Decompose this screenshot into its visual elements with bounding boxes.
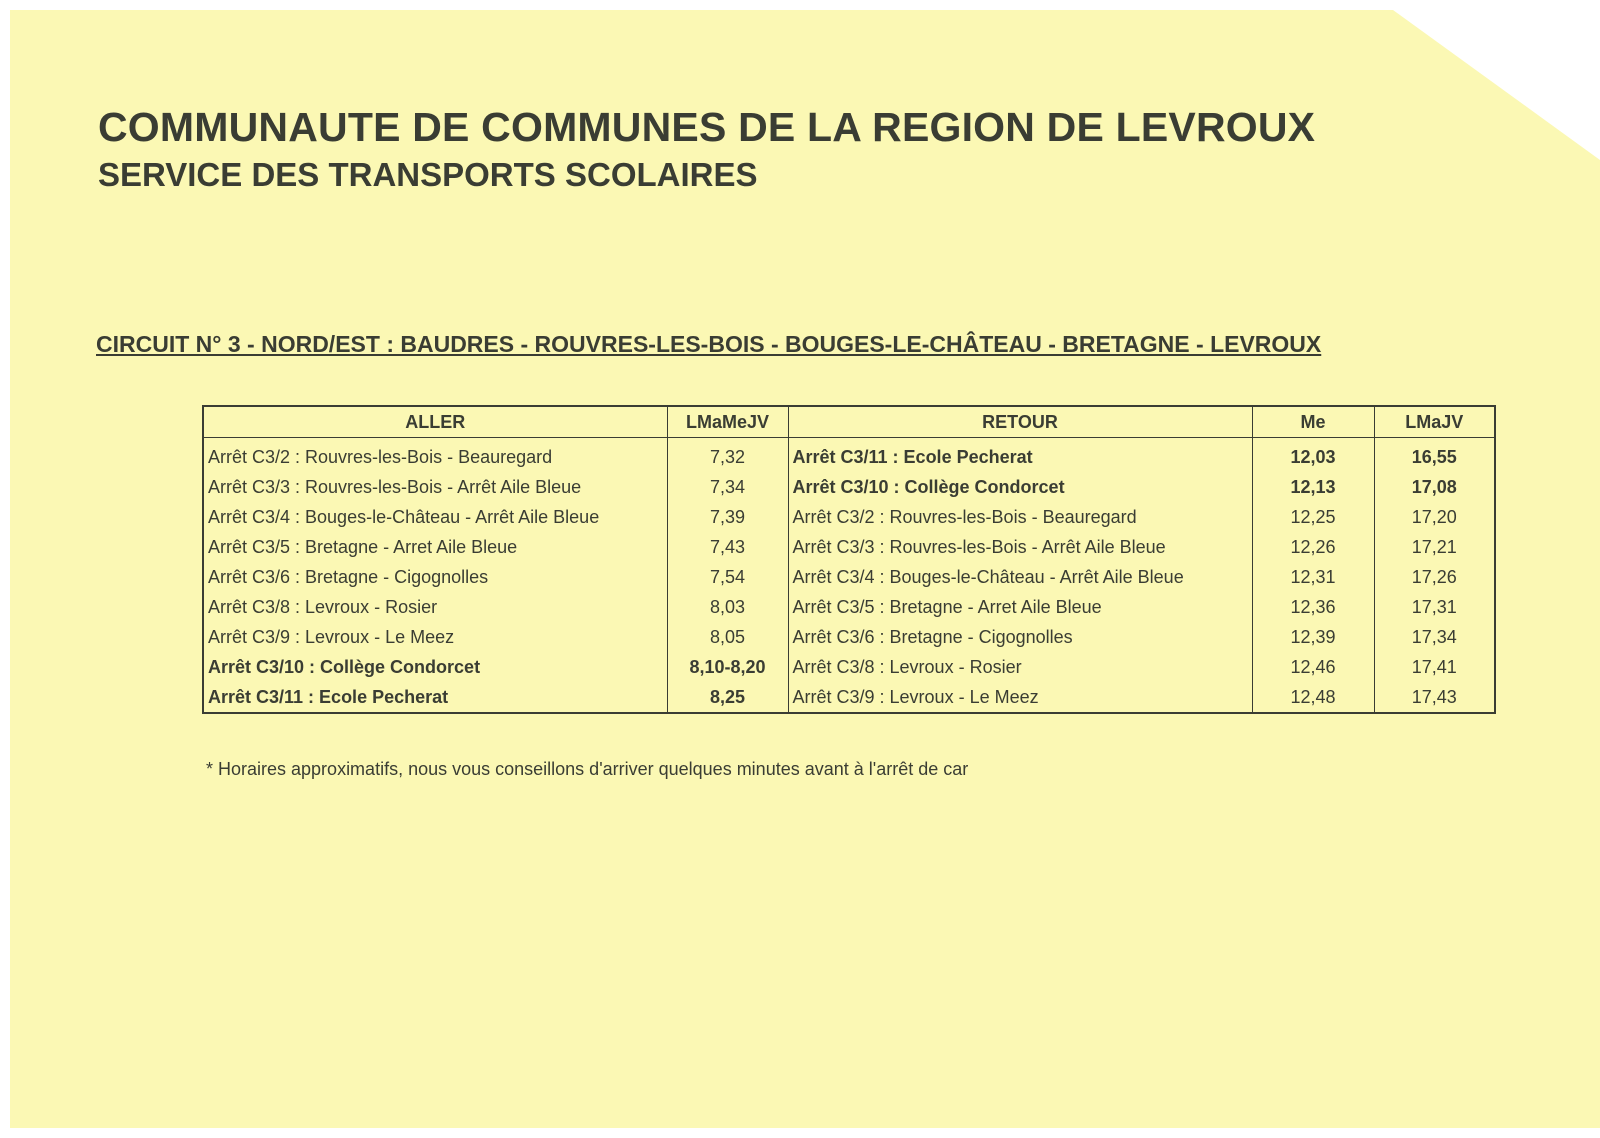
aller-stop: Arrêt C3/5 : Bretagne - Arret Aile Bleue (203, 532, 667, 562)
aller-time: 7,32 (667, 438, 788, 473)
table-row (203, 592, 1495, 622)
aller-time: 8,25 (667, 682, 788, 713)
table-row (203, 562, 1495, 592)
header-aller-time: LMaMeJV (667, 406, 788, 438)
retour-stop: Arrêt C3/3 : Rouvres-les-Bois - Arrêt Aile Bleue (788, 532, 1252, 562)
aller-stop: Arrêt C3/11 : Ecole Pecherat (203, 682, 667, 713)
retour-stop: Arrêt C3/5 : Bretagne - Arret Aile Bleue (788, 592, 1252, 622)
aller-time: 8,05 (667, 622, 788, 652)
aller-time: 7,54 (667, 562, 788, 592)
aller-time: 8,03 (667, 592, 788, 622)
table-row (203, 622, 1495, 652)
retour-stop: Arrêt C3/4 : Bouges-le-Château - Arrêt Aile Bleue (788, 562, 1252, 592)
table-row (203, 438, 1495, 473)
retour-me-time: 12,25 (1252, 502, 1374, 532)
aller-stop: Arrêt C3/3 : Rouvres-les-Bois - Arrêt Aile Bleue (203, 472, 667, 502)
retour-stop: Arrêt C3/11 : Ecole Pecherat (788, 438, 1252, 473)
retour-lmajv-time: 17,08 (1374, 472, 1495, 502)
retour-stop: Arrêt C3/6 : Bretagne - Cigognolles (788, 622, 1252, 652)
table-row (203, 472, 1495, 502)
retour-stop: Arrêt C3/8 : Levroux - Rosier (788, 652, 1252, 682)
aller-stop: Arrêt C3/9 : Levroux - Le Meez (203, 622, 667, 652)
header-retour-lmajv: LMaJV (1374, 406, 1495, 438)
schedule-table (202, 405, 1496, 714)
retour-me-time: 12,31 (1252, 562, 1374, 592)
aller-stop: Arrêt C3/2 : Rouvres-les-Bois - Beauregard (203, 438, 667, 473)
footnote: * Horaires approximatifs, nous vous conseillons d'arriver quelques minutes avant à l'arrêt de car (206, 759, 969, 779)
retour-me-time: 12,39 (1252, 622, 1374, 652)
retour-stop: Arrêt C3/2 : Rouvres-les-Bois - Beauregard (788, 502, 1252, 532)
header-retour-me: Me (1252, 406, 1374, 438)
page-title: COMMUNAUTE DE COMMUNES DE LA REGION DE LEVROUX (98, 104, 1316, 150)
table-row (203, 682, 1495, 713)
retour-lmajv-time: 17,43 (1374, 682, 1495, 713)
page-subtitle: SERVICE DES TRANSPORTS SCOLAIRES (98, 156, 758, 193)
retour-lmajv-time: 17,26 (1374, 562, 1495, 592)
aller-time: 7,39 (667, 502, 788, 532)
table-row (203, 532, 1495, 562)
aller-stop: Arrêt C3/8 : Levroux - Rosier (203, 592, 667, 622)
retour-stop: Arrêt C3/9 : Levroux - Le Meez (788, 682, 1252, 713)
aller-stop: Arrêt C3/4 : Bouges-le-Château - Arrêt Aile Bleue (203, 502, 667, 532)
retour-lmajv-time: 17,41 (1374, 652, 1495, 682)
retour-me-time: 12,13 (1252, 472, 1374, 502)
retour-lmajv-time: 17,31 (1374, 592, 1495, 622)
retour-lmajv-time: 17,34 (1374, 622, 1495, 652)
aller-stop: Arrêt C3/6 : Bretagne - Cigognolles (203, 562, 667, 592)
retour-me-time: 12,36 (1252, 592, 1374, 622)
table-header-row (203, 406, 1495, 438)
aller-stop: Arrêt C3/10 : Collège Condorcet (203, 652, 667, 682)
retour-me-time: 12,48 (1252, 682, 1374, 713)
circuit-heading: CIRCUIT N° 3 - NORD/EST : BAUDRES - ROUVRES-LES-BOIS - BOUGES-LE-CHÂTEAU - BRETAGNE - LEVROUX (96, 331, 1322, 357)
aller-time: 7,34 (667, 472, 788, 502)
table-row (203, 652, 1495, 682)
table-row (203, 502, 1495, 532)
retour-stop: Arrêt C3/10 : Collège Condorcet (788, 472, 1252, 502)
aller-time: 8,10-8,20 (667, 652, 788, 682)
retour-lmajv-time: 17,20 (1374, 502, 1495, 532)
retour-lmajv-time: 17,21 (1374, 532, 1495, 562)
aller-time: 7,43 (667, 532, 788, 562)
retour-me-time: 12,46 (1252, 652, 1374, 682)
header-retour: RETOUR (788, 406, 1252, 438)
retour-me-time: 12,26 (1252, 532, 1374, 562)
retour-me-time: 12,03 (1252, 438, 1374, 473)
retour-lmajv-time: 16,55 (1374, 438, 1495, 473)
header-aller: ALLER (203, 406, 667, 438)
